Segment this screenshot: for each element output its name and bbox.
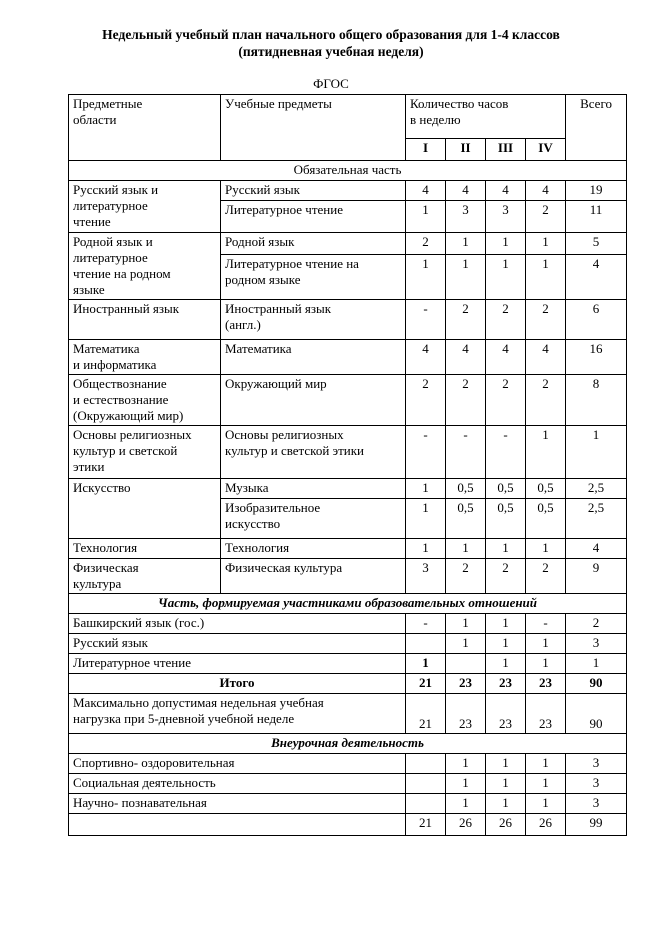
hours-cell: 1 xyxy=(486,614,526,634)
extra-section xyxy=(69,734,627,754)
empty-cell xyxy=(69,814,406,836)
header-hours: Количество часов в неделю xyxy=(406,95,566,139)
hours-cell: 1 xyxy=(526,794,566,814)
subject-area: Русский язык и литературное чтение xyxy=(69,181,221,233)
subject-row xyxy=(69,233,627,255)
hours-cell: 1 xyxy=(486,233,526,255)
subject-row xyxy=(69,300,627,340)
hours-cell xyxy=(406,774,446,794)
hours-cell: 0,5 xyxy=(446,499,486,539)
hours-cell: 1 xyxy=(526,774,566,794)
hours-cell: 23 xyxy=(526,674,566,694)
hours-cell xyxy=(446,654,486,674)
hours-cell: 1 xyxy=(446,255,486,300)
hours-cell: 23 xyxy=(446,694,486,734)
hours-cell xyxy=(406,634,446,654)
hours-cell: 3 xyxy=(446,201,486,233)
header-grade: I xyxy=(406,139,446,161)
activity-name: Научно- познавательная xyxy=(69,794,406,814)
hours-cell: 0,5 xyxy=(486,479,526,499)
hours-cell: 0,5 xyxy=(526,479,566,499)
total-cell: 3 xyxy=(566,754,627,774)
hours-cell: 1 xyxy=(526,634,566,654)
subject-name: Физическая культура xyxy=(221,559,406,594)
subject-name: Русский язык xyxy=(221,181,406,201)
hours-cell: 1 xyxy=(406,654,446,674)
fgos-label: ФГОС xyxy=(313,76,349,91)
hours-cell: 1 xyxy=(406,201,446,233)
hours-cell: 4 xyxy=(486,181,526,201)
subject-name: Башкирский язык (гос.) xyxy=(69,614,406,634)
hours-cell: 2 xyxy=(486,300,526,340)
total-cell: 3 xyxy=(566,634,627,654)
hours-cell: 26 xyxy=(526,814,566,836)
hours-cell: 2 xyxy=(406,375,446,426)
hours-cell: 1 xyxy=(526,754,566,774)
total-cell: 3 xyxy=(566,774,627,794)
hours-cell: 2 xyxy=(406,233,446,255)
hours-cell: 21 xyxy=(406,674,446,694)
subject-name: Литературное чтение на родном языке xyxy=(221,255,406,300)
hours-cell: 0,5 xyxy=(446,479,486,499)
hours-cell: 1 xyxy=(406,255,446,300)
total-cell: 16 xyxy=(566,340,627,375)
hours-cell: 4 xyxy=(526,181,566,201)
subject-area: Технология xyxy=(69,539,221,559)
hours-cell: 21 xyxy=(406,694,446,734)
hours-cell: 26 xyxy=(446,814,486,836)
hours-cell: 3 xyxy=(486,201,526,233)
itogo-label: Итого xyxy=(69,674,406,694)
header-grade: IV xyxy=(526,139,566,161)
total-cell: 4 xyxy=(566,255,627,300)
document-title xyxy=(0,26,662,60)
hours-cell: 1 xyxy=(446,614,486,634)
hours-cell: 1 xyxy=(526,539,566,559)
header-areas: Предметные области xyxy=(69,95,221,161)
subject-area: Математика и информатика xyxy=(69,340,221,375)
part2-section-label: Часть, формируемая участниками образовательных отношений xyxy=(69,594,627,614)
hours-cell: 2 xyxy=(526,300,566,340)
extra-section-label: Внеурочная деятельность xyxy=(69,734,627,754)
max-load-row xyxy=(69,694,627,734)
hours-cell: 0,5 xyxy=(486,499,526,539)
hours-cell: 1 xyxy=(526,654,566,674)
hours-cell: 4 xyxy=(526,340,566,375)
hours-cell: 2 xyxy=(446,300,486,340)
hours-cell: 1 xyxy=(486,654,526,674)
subject-name: Окружающий мир xyxy=(221,375,406,426)
title-line-1: Недельный учебный план начального общего образования для 1-4 классов xyxy=(102,27,560,42)
total-cell: 19 xyxy=(566,181,627,201)
total-cell: 90 xyxy=(566,694,627,734)
total-cell: 9 xyxy=(566,559,627,594)
hours-cell: 4 xyxy=(446,181,486,201)
hours-cell: 1 xyxy=(446,539,486,559)
final-total-row xyxy=(69,814,627,836)
activity-name: Спортивно- оздоровительная xyxy=(69,754,406,774)
total-cell: 2 xyxy=(566,614,627,634)
curriculum-table xyxy=(68,94,627,836)
total-cell: 2,5 xyxy=(566,479,627,499)
hours-cell: 2 xyxy=(526,559,566,594)
hours-cell: 2 xyxy=(526,201,566,233)
subject-area: Иностранный язык xyxy=(69,300,221,340)
subject-name: Основы религиозных культур и светской этики xyxy=(221,426,406,479)
hours-cell: 1 xyxy=(486,539,526,559)
part2-row xyxy=(69,654,627,674)
total-cell: 4 xyxy=(566,539,627,559)
hours-cell: - xyxy=(526,614,566,634)
subject-name: Литературное чтение xyxy=(221,201,406,233)
subject-row xyxy=(69,539,627,559)
max-load-label: Максимально допустимая недельная учебная нагрузка при 5-дневной учебной неделе xyxy=(69,694,406,734)
header-subjects: Учебные предметы xyxy=(221,95,406,161)
subject-area: Искусство xyxy=(69,479,221,539)
extra-row xyxy=(69,794,627,814)
subject-name: Родной язык xyxy=(221,233,406,255)
hours-cell xyxy=(406,794,446,814)
subject-row xyxy=(69,181,627,201)
hours-cell: 3 xyxy=(406,559,446,594)
hours-cell: 1 xyxy=(526,426,566,479)
subject-name: Математика xyxy=(221,340,406,375)
total-cell: 11 xyxy=(566,201,627,233)
hours-cell: 1 xyxy=(446,794,486,814)
subject-name: Технология xyxy=(221,539,406,559)
total-cell: 1 xyxy=(566,654,627,674)
extra-row xyxy=(69,774,627,794)
hours-cell: 1 xyxy=(406,479,446,499)
hours-cell: - xyxy=(486,426,526,479)
hours-cell: 2 xyxy=(446,375,486,426)
total-cell: 5 xyxy=(566,233,627,255)
hours-cell: 4 xyxy=(486,340,526,375)
hours-cell: 1 xyxy=(526,233,566,255)
hours-cell: 23 xyxy=(486,674,526,694)
mandatory-section xyxy=(69,161,627,181)
subject-row xyxy=(69,426,627,479)
extra-row xyxy=(69,754,627,774)
hours-cell: 23 xyxy=(446,674,486,694)
subject-area: Физическая культура xyxy=(69,559,221,594)
subject-name: Изобразительное искусство xyxy=(221,499,406,539)
total-cell: 99 xyxy=(566,814,627,836)
subject-row xyxy=(69,479,627,499)
hours-cell: 1 xyxy=(446,754,486,774)
hours-cell: 1 xyxy=(446,233,486,255)
total-cell: 2,5 xyxy=(566,499,627,539)
hours-cell xyxy=(406,754,446,774)
hours-cell: 1 xyxy=(486,634,526,654)
header-grade: III xyxy=(486,139,526,161)
part2-row xyxy=(69,614,627,634)
hours-cell: 4 xyxy=(406,181,446,201)
total-cell: 8 xyxy=(566,375,627,426)
subject-name: Русский язык xyxy=(69,634,406,654)
part2-row xyxy=(69,634,627,654)
hours-cell: 1 xyxy=(486,255,526,300)
itogo-row xyxy=(69,674,627,694)
hours-cell: 2 xyxy=(446,559,486,594)
hours-cell: 1 xyxy=(406,499,446,539)
subject-name: Литературное чтение xyxy=(69,654,406,674)
title-line-2: (пятидневная учебная неделя) xyxy=(238,44,424,59)
hours-cell: 0,5 xyxy=(526,499,566,539)
subject-area: Основы религиозных культур и светской этики xyxy=(69,426,221,479)
hours-cell: 23 xyxy=(526,694,566,734)
hours-cell: - xyxy=(406,426,446,479)
part2-section xyxy=(69,594,627,614)
total-cell: 90 xyxy=(566,674,627,694)
hours-cell: 1 xyxy=(526,255,566,300)
total-cell: 3 xyxy=(566,794,627,814)
hours-cell: - xyxy=(406,614,446,634)
hours-cell: 1 xyxy=(486,794,526,814)
hours-cell: 1 xyxy=(486,774,526,794)
hours-cell: 23 xyxy=(486,694,526,734)
hours-cell: 2 xyxy=(486,559,526,594)
hours-cell: 21 xyxy=(406,814,446,836)
hours-cell: 4 xyxy=(446,340,486,375)
hours-cell: 2 xyxy=(486,375,526,426)
hours-cell: - xyxy=(446,426,486,479)
hours-cell: 1 xyxy=(486,754,526,774)
header-total: Всего xyxy=(566,95,627,161)
subject-name: Иностранный язык (англ.) xyxy=(221,300,406,340)
hours-cell: 4 xyxy=(406,340,446,375)
subject-area: Родной язык и литературное чтение на родном языке xyxy=(69,233,221,300)
hours-cell: 1 xyxy=(446,634,486,654)
hours-cell: 1 xyxy=(446,774,486,794)
activity-name: Социальная деятельность xyxy=(69,774,406,794)
hours-cell: 2 xyxy=(526,375,566,426)
hours-cell: - xyxy=(406,300,446,340)
header-grade: II xyxy=(446,139,486,161)
subject-row xyxy=(69,559,627,594)
mandatory-section-label: Обязательная часть xyxy=(69,161,627,181)
subject-area: Обществознание и естествознание (Окружающий мир) xyxy=(69,375,221,426)
subject-row xyxy=(69,340,627,375)
total-cell: 1 xyxy=(566,426,627,479)
subject-name: Музыка xyxy=(221,479,406,499)
hours-cell: 1 xyxy=(406,539,446,559)
subject-row xyxy=(69,375,627,426)
hours-cell: 26 xyxy=(486,814,526,836)
total-cell: 6 xyxy=(566,300,627,340)
